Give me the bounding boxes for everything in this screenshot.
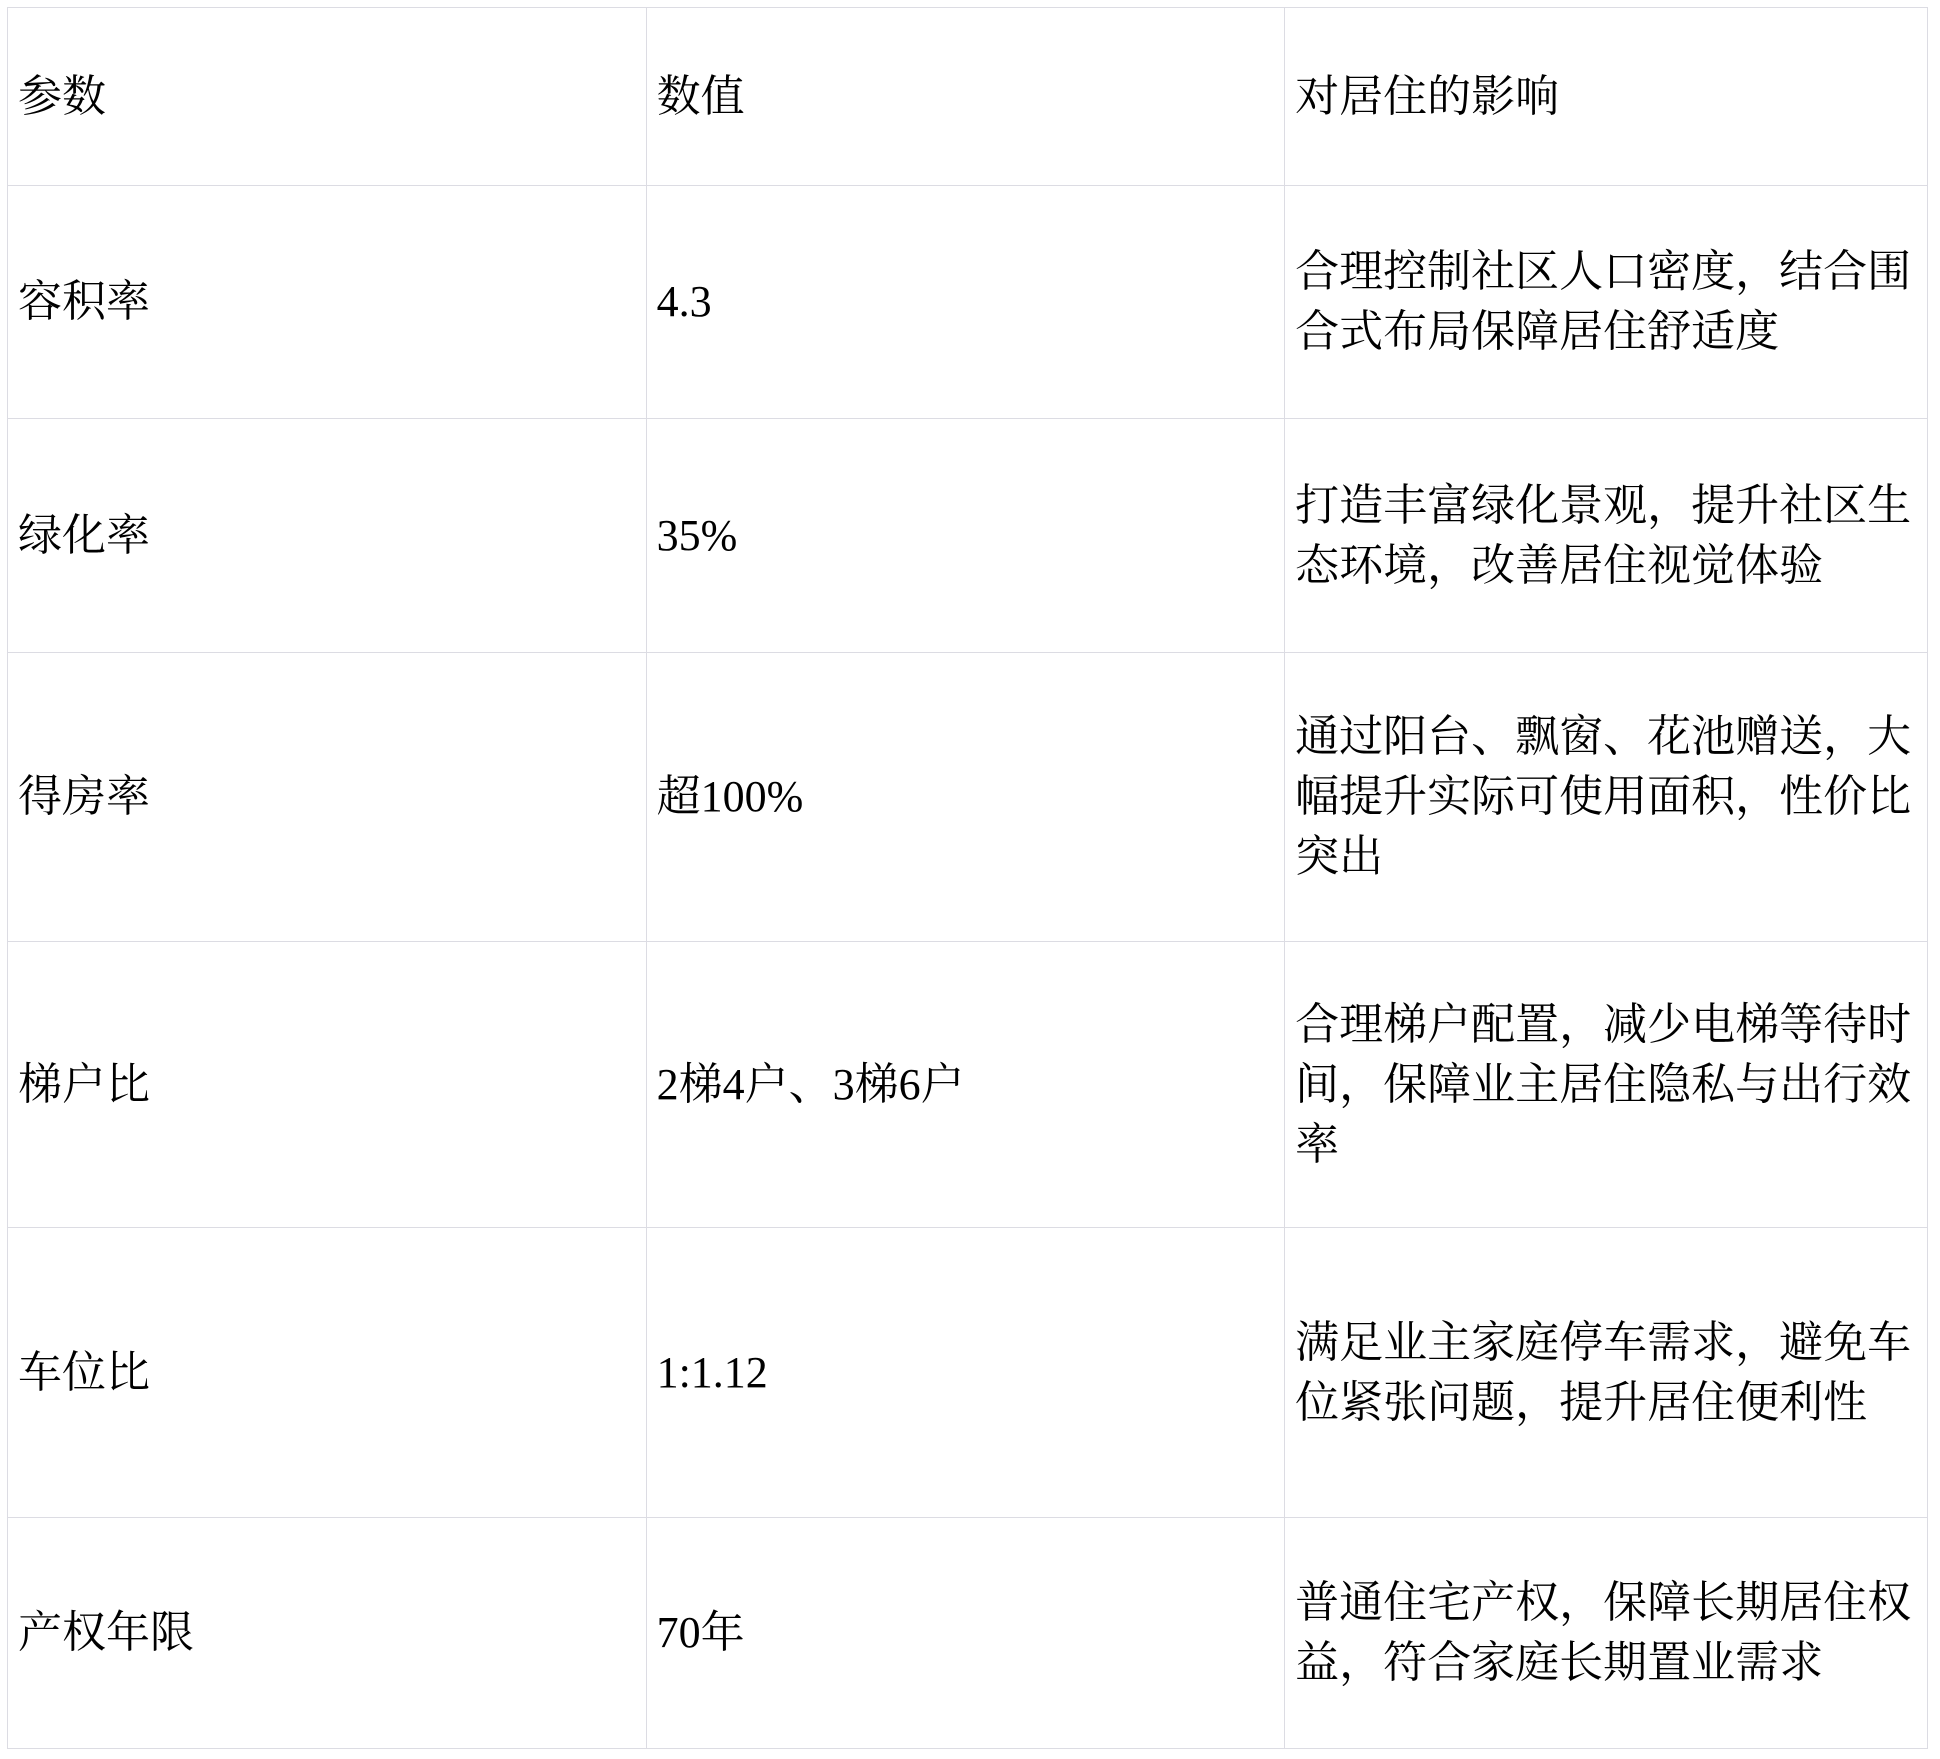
impact-cell: 合理梯户配置，减少电梯等待时间，保障业主居住隐私与出行效率: [1285, 942, 1928, 1228]
param-cell: 容积率: [8, 186, 647, 419]
value-cell: 70年: [646, 1518, 1285, 1749]
table-row: [8, 419, 1928, 653]
table-row: [8, 186, 1928, 419]
impact-cell: 合理控制社区人口密度，结合围合式布局保障居住舒适度: [1285, 186, 1928, 419]
param-cell: 车位比: [8, 1228, 647, 1518]
value-cell: 4.3: [646, 186, 1285, 419]
param-cell: 梯户比: [8, 942, 647, 1228]
table-row: [8, 1228, 1928, 1518]
table-row: [8, 1518, 1928, 1749]
value-cell: 1:1.12: [646, 1228, 1285, 1518]
param-cell: 产权年限: [8, 1518, 647, 1749]
column-header-param: 参数: [8, 8, 647, 186]
param-cell: 绿化率: [8, 419, 647, 653]
value-cell: 35%: [646, 419, 1285, 653]
table-row: [8, 653, 1928, 942]
column-header-value: 数值: [646, 8, 1285, 186]
value-cell: 2梯4户、3梯6户: [646, 942, 1285, 1228]
column-header-impact: 对居住的影响: [1285, 8, 1928, 186]
impact-cell: 满足业主家庭停车需求，避免车位紧张问题，提升居住便利性: [1285, 1228, 1928, 1518]
impact-cell: 通过阳台、飘窗、花池赠送，大幅提升实际可使用面积，性价比突出: [1285, 653, 1928, 942]
impact-cell: 打造丰富绿化景观，提升社区生态环境，改善居住视觉体验: [1285, 419, 1928, 653]
value-cell: 超100%: [646, 653, 1285, 942]
impact-cell: 普通住宅产权，保障长期居住权益，符合家庭长期置业需求: [1285, 1518, 1928, 1749]
param-cell: 得房率: [8, 653, 647, 942]
table-header-row: [8, 8, 1928, 186]
property-spec-table: [7, 7, 1928, 1749]
table-row: [8, 942, 1928, 1228]
